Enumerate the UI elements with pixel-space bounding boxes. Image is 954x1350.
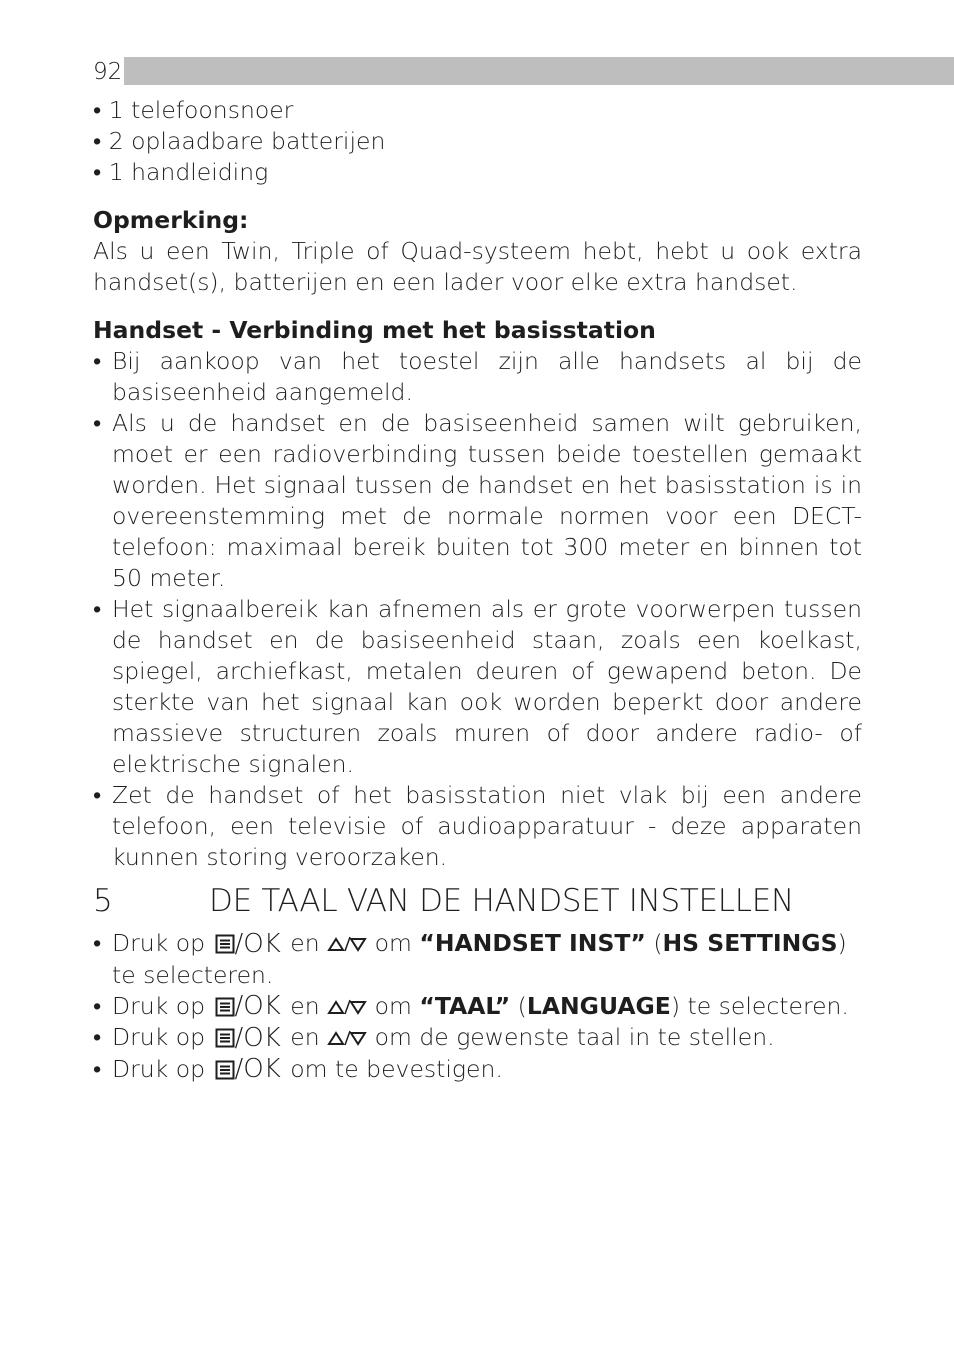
menu-ok-key-icon: / OK: [215, 1023, 281, 1054]
up-down-arrow-icon: [327, 1030, 367, 1046]
list-item: • 1 handleiding: [93, 158, 269, 186]
menu-ok-key-icon: / OK: [215, 1054, 281, 1085]
connection-heading: Handset - Verbinding met het basisstation: [93, 316, 656, 344]
connection-bullets: [93, 346, 862, 873]
section-title: [93, 880, 862, 922]
menu-ok-key-icon: / OK: [215, 991, 281, 1022]
list-item: • 1 telefoonsnoer: [93, 96, 294, 124]
menu-ok-key-icon: / OK: [215, 929, 281, 960]
page-number: 92: [93, 59, 123, 85]
step-item: • Druk op / OK en om “HANDSET INST” (HS SETTINGS) te selecteren.: [93, 928, 847, 989]
list-item: • 2 oplaadbare batterijen: [93, 127, 386, 155]
up-down-arrow-icon: [327, 936, 367, 952]
package-contents-list: [93, 95, 862, 188]
up-down-arrow-icon: [327, 999, 367, 1015]
page-content: [93, 95, 862, 873]
list-item: • Als u de handset en de basiseenheid samen wilt gebruiken, moet er een radioverbinding tussen beide toestellen gemaakt worden. Het signaal tussen de handset en het basisstation is in overeenstemming met de normale normen voor een DECT-telefoon: maximaal bereik buiten tot 300 meter en binnen tot 50 meter.: [93, 409, 862, 592]
step-item: • Druk op / OK en om de gewenste taal in te stellen.: [93, 1022, 775, 1053]
note-heading: Opmerking:: [93, 206, 249, 234]
note-text: Als u een Twin, Triple of Quad-systeem hebt, hebt u ook extra handset(s), batterijen en een lader voor elke extra handset.: [93, 237, 862, 296]
list-item: • Het signaalbereik kan afnemen als er grote voorwerpen tussen de handset en de basiseenheid staan, zoals een koelkast, spiegel, archiefkast, metalen deuren of gewapend beton. De sterkte van het signaal kan ook worden beperkt door andere massieve structuren zoals muren of door andere radio- of elektrische signalen.: [93, 595, 862, 778]
page-header-bar: [93, 57, 954, 85]
section-heading: DE TAAL VAN DE HANDSET INSTELLEN: [209, 883, 794, 919]
step-item: • Druk op / OK om te bevestigen.: [93, 1054, 503, 1084]
list-item: • Zet de handset of het basisstation niet vlak bij een andere telefoon, een televisie of audioapparatuur - deze apparaten kunnen storing veroorzaken.: [93, 781, 862, 871]
list-item: • Bij aankoop van het toestel zijn alle handsets al bij de basiseenheid aangemeld.: [93, 347, 862, 406]
step-item: • Druk op / OK en om “TAAL” (LANGUAGE) te selecteren.: [93, 991, 849, 1021]
section-number: 5: [93, 883, 113, 919]
language-steps: [93, 928, 862, 1085]
